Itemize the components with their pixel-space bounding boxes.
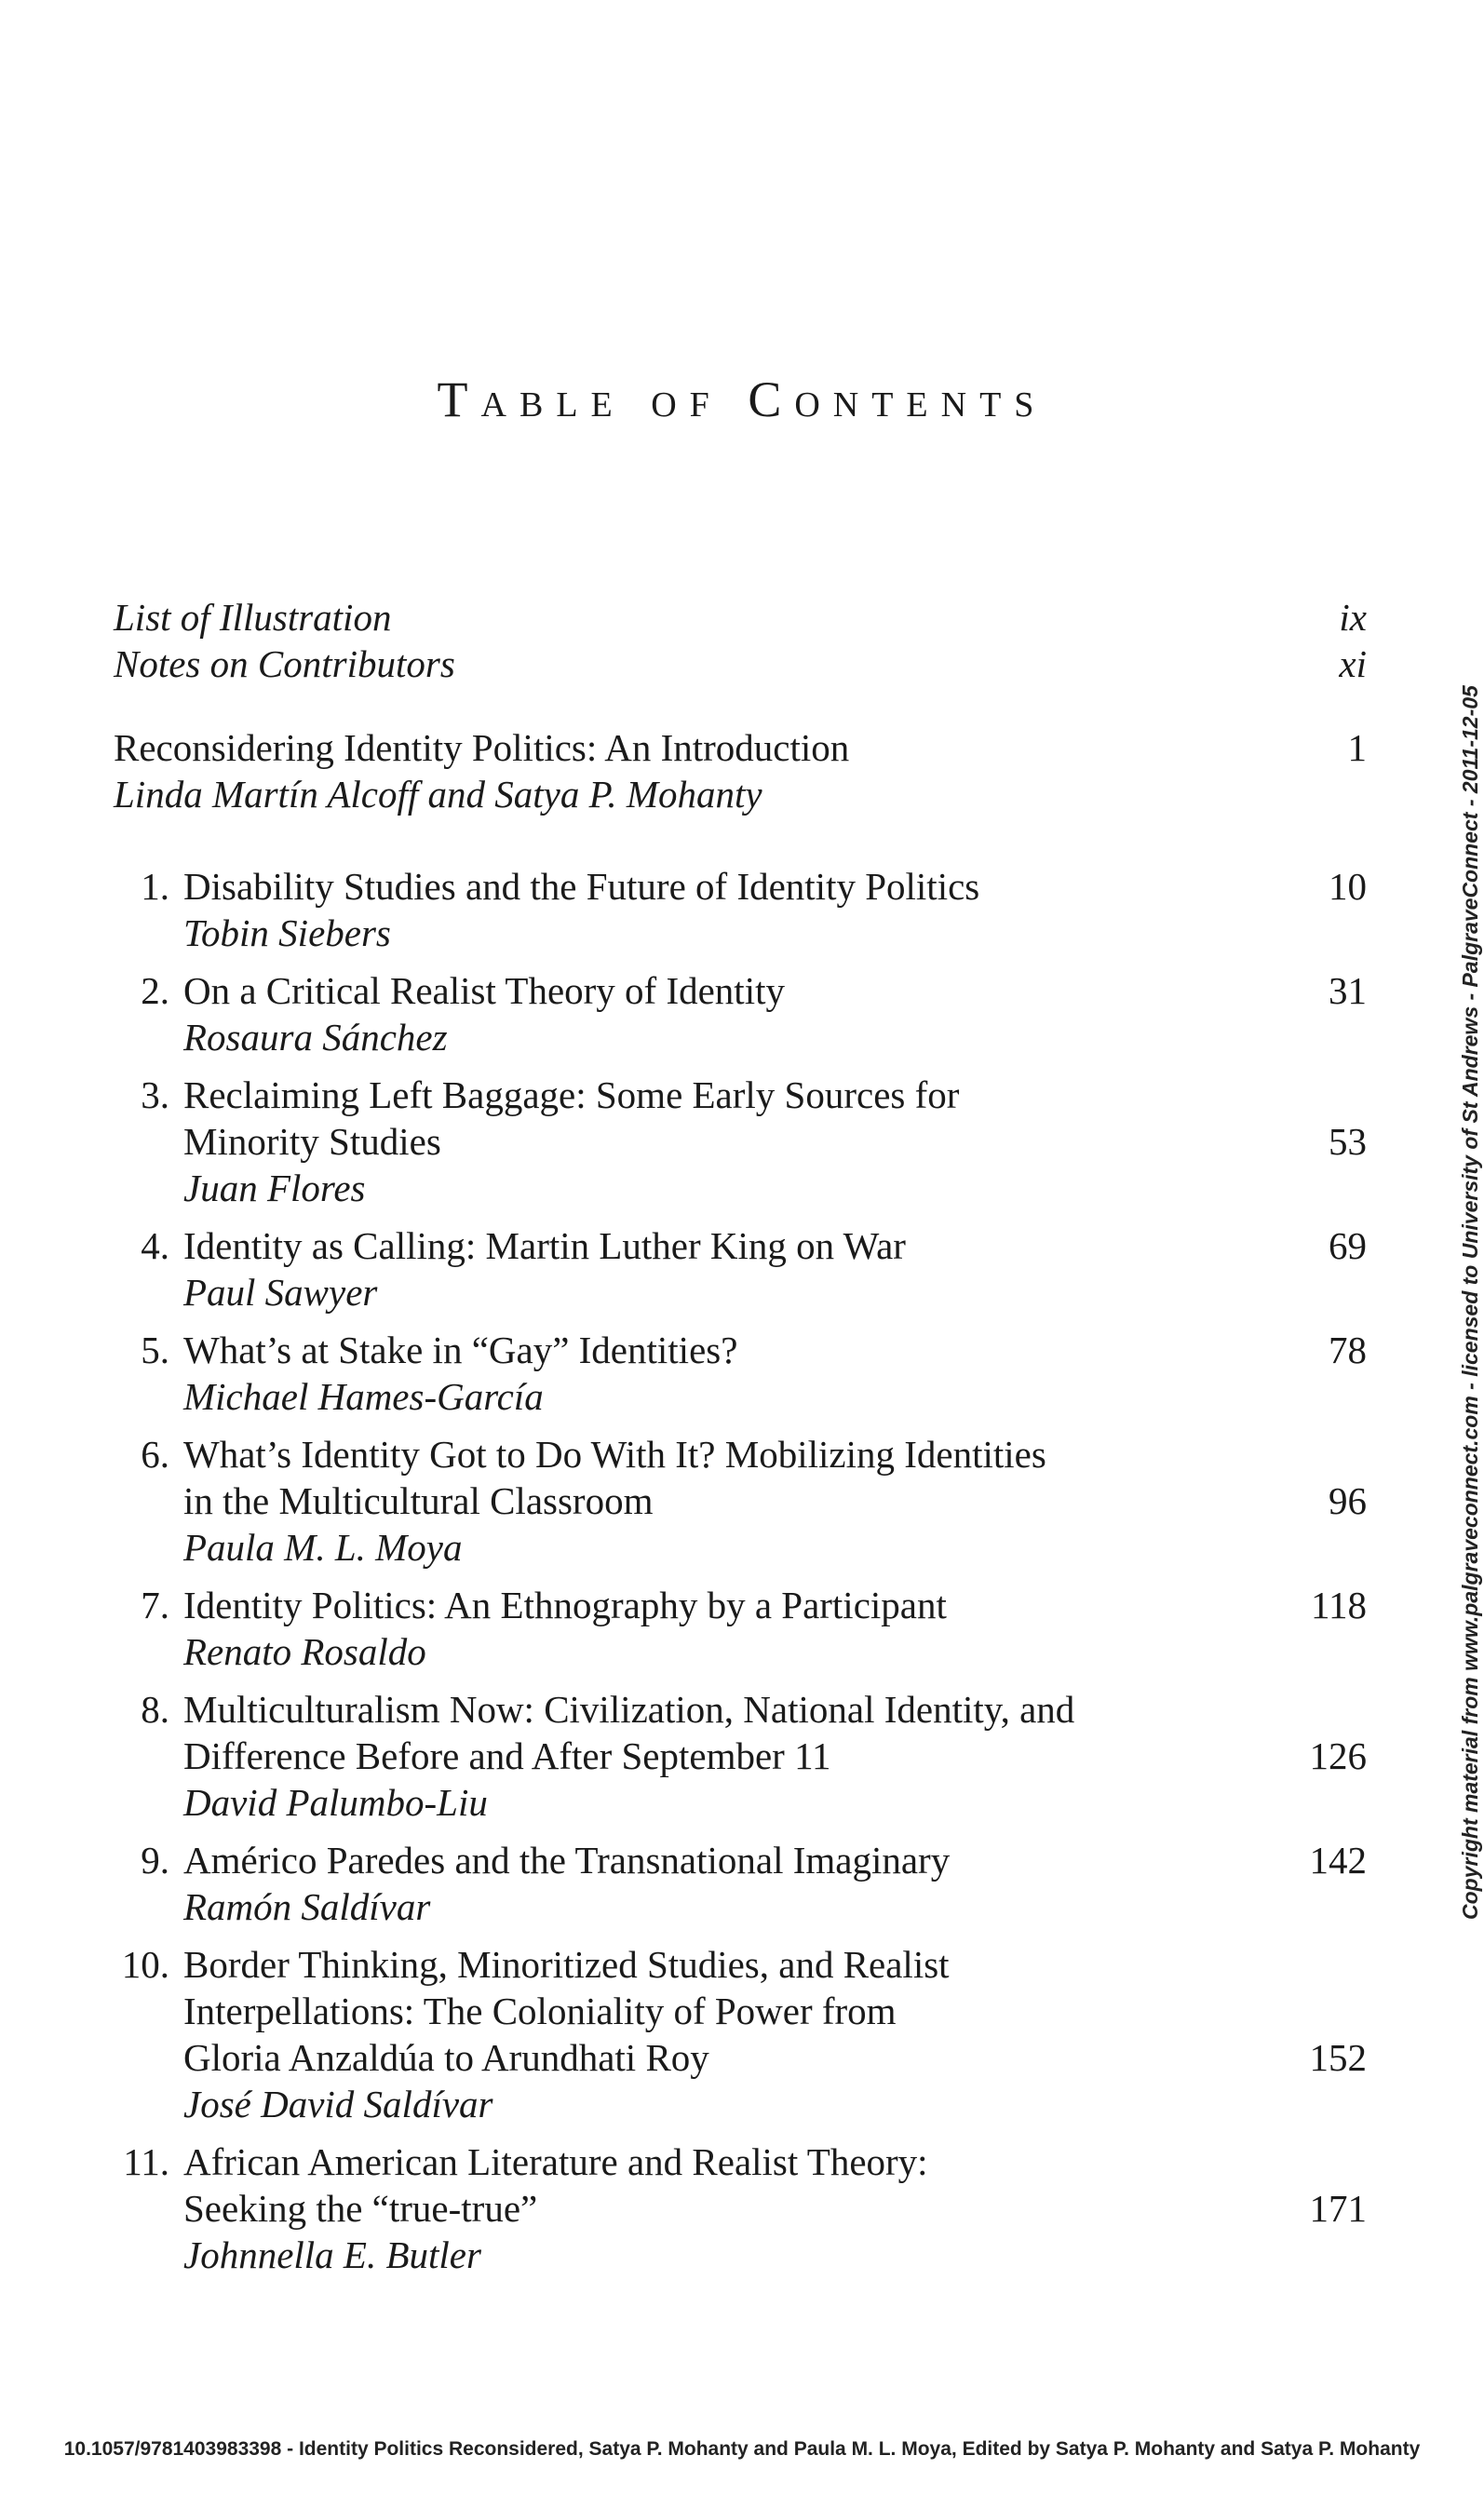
page-number: xi <box>1339 642 1367 685</box>
chapter-number: 1. <box>141 865 169 908</box>
chapter-number: 4. <box>141 1224 169 1267</box>
page-number: 118 <box>1311 1584 1367 1626</box>
page-number: 31 <box>1329 969 1367 1012</box>
chapter-title: What’s Identity Got to Do With It? Mobilizing Identities <box>183 1433 1046 1476</box>
page-number: ix <box>1339 596 1367 639</box>
page-number: 69 <box>1329 1224 1367 1267</box>
chapter-title: Interpellations: The Coloniality of Power from <box>183 1990 897 2032</box>
chapter-title: Disability Studies and the Future of Identity Politics <box>183 865 980 908</box>
chapter-title: Difference Before and After September 11 <box>183 1734 831 1777</box>
chapter-author: Johnnella E. Butler <box>183 2233 481 2276</box>
chapter-author: Ramón Saldívar <box>183 1885 431 1928</box>
chapter-title: Reclaiming Left Baggage: Some Early Sources for <box>183 1073 960 1116</box>
chapter-number: 8. <box>141 1688 169 1731</box>
front-matter-label: Notes on Contributors <box>114 642 455 685</box>
chapter-title: Seeking the “true-true” <box>183 2187 538 2230</box>
chapter-author: Juan Flores <box>183 1167 366 1209</box>
chapter-title: What’s at Stake in “Gay” Identities? <box>183 1329 738 1371</box>
page-number: 142 <box>1309 1839 1367 1882</box>
chapter-author: Renato Rosaldo <box>183 1630 426 1673</box>
chapter-author: David Palumbo-Liu <box>183 1781 488 1824</box>
page-number: 78 <box>1329 1329 1367 1371</box>
chapter-author: Rosaura Sánchez <box>183 1016 448 1059</box>
chapter-author: Tobin Siebers <box>183 911 391 954</box>
copyright-side-note: Copyright material from www.palgraveconnect.com - licensed to University of St Andrews - PalgraveConnect - 2011-12-05 <box>1458 685 1482 1920</box>
chapter-author: José David Saldívar <box>183 2083 493 2125</box>
page-number: 152 <box>1309 2036 1367 2079</box>
chapter-author: Paul Sawyer <box>183 1271 378 1314</box>
chapter-number: 2. <box>141 969 169 1012</box>
page-number: 1 <box>1347 726 1367 769</box>
chapter-title: Gloria Anzaldúa to Arundhati Roy <box>183 2036 709 2079</box>
page-number: 171 <box>1309 2187 1367 2230</box>
chapter-number: 3. <box>141 1073 169 1116</box>
page-number: 96 <box>1329 1479 1367 1522</box>
chapter-author: Paula M. L. Moya <box>183 1526 463 1569</box>
page-number: 126 <box>1309 1734 1367 1777</box>
chapter-title: Border Thinking, Minoritized Studies, and Realist <box>183 1943 950 1986</box>
chapter-title: Multiculturalism Now: Civilization, National Identity, and <box>183 1688 1075 1731</box>
chapter-title: Identity Politics: An Ethnography by a Participant <box>183 1584 947 1626</box>
chapter-title: Minority Studies <box>183 1120 441 1163</box>
chapter-title: in the Multicultural Classroom <box>183 1479 654 1522</box>
chapter-title: Identity as Calling: Martin Luther King on War <box>183 1224 906 1267</box>
chapter-number: 6. <box>141 1433 169 1476</box>
chapter-number: 7. <box>141 1584 169 1626</box>
chapter-number: 10. <box>121 1943 169 1986</box>
chapter-title: Américo Paredes and the Transnational Imaginary <box>183 1839 951 1882</box>
citation-footer: 10.1057/9781403983398 - Identity Politics Reconsidered, Satya P. Mohanty and Paula M. L. Moya, Edited by Satya P. Mohanty and Satya P. Mohanty <box>63 2438 1421 2460</box>
page-number: 10 <box>1329 865 1367 908</box>
chapter-title: On a Critical Realist Theory of Identity <box>183 969 785 1012</box>
page-number: 53 <box>1329 1120 1367 1163</box>
chapter-number: 5. <box>141 1329 169 1371</box>
chapter-number: 9. <box>141 1839 169 1882</box>
introduction-author: Linda Martín Alcoff and Satya P. Mohanty <box>114 773 762 816</box>
chapter-title: African American Literature and Realist Theory: <box>183 2140 928 2183</box>
introduction-title: Reconsidering Identity Politics: An Introduction <box>114 726 850 769</box>
chapter-author: Michael Hames-García <box>183 1375 544 1418</box>
chapter-number: 11. <box>123 2140 169 2183</box>
page-title: Table of Contents <box>437 371 1047 427</box>
front-matter-label: List of Illustration <box>114 596 392 639</box>
